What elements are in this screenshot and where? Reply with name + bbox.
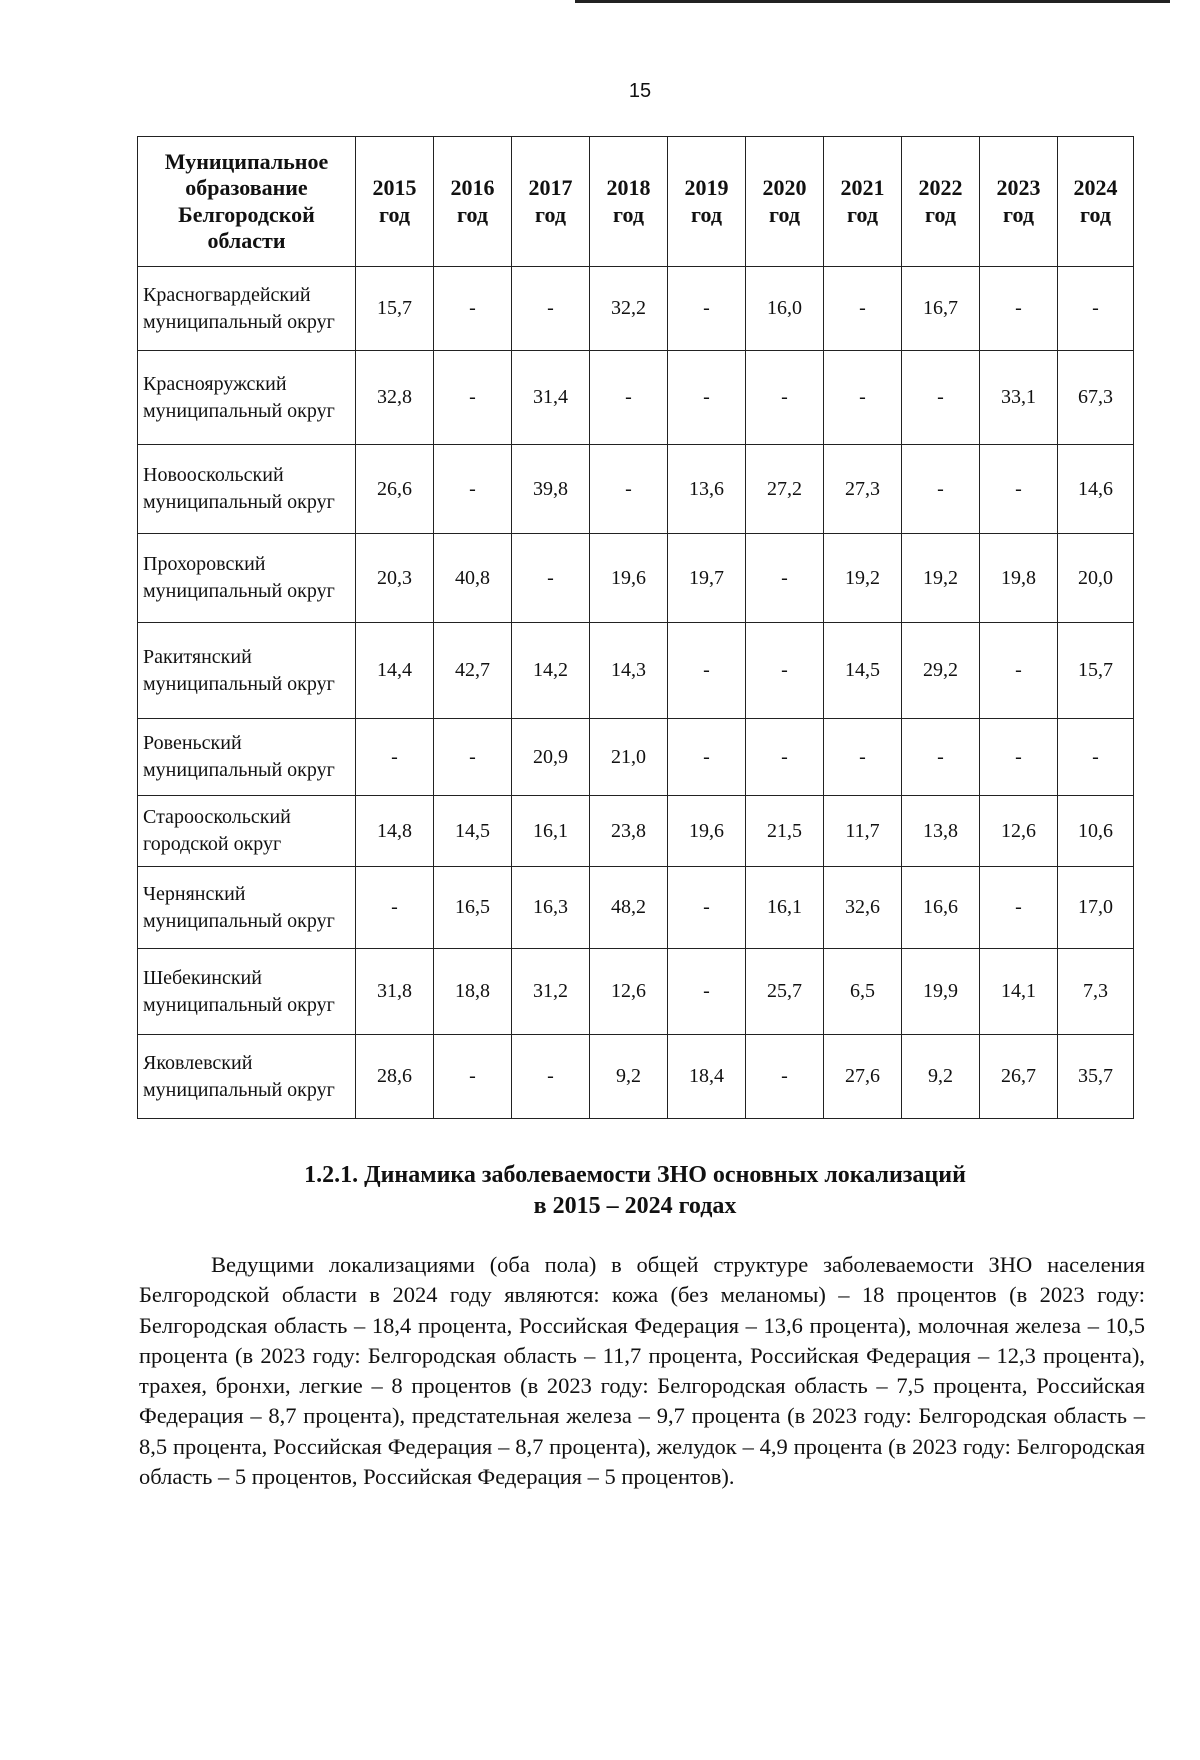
year-label: 2016 [450, 175, 495, 201]
value-cell: 20,3 [356, 534, 434, 623]
value-cell: - [746, 719, 824, 796]
region-name-cell: Прохоровский муниципальный округ [138, 534, 356, 623]
value-cell: 14,4 [356, 623, 434, 719]
value-cell: - [356, 719, 434, 796]
region-name-cell: Яковлевский муниципальный округ [138, 1035, 356, 1119]
value-cell: - [1058, 719, 1134, 796]
value-cell: 31,8 [356, 949, 434, 1035]
table-row [138, 623, 1134, 719]
value-cell: 16,1 [746, 867, 824, 949]
value-cell: 12,6 [980, 796, 1058, 867]
value-cell: 19,6 [590, 534, 668, 623]
table-header-row [138, 137, 1134, 267]
section-heading-line: 1.2.1. Динамика заболеваемости ЗНО основных локализаций [304, 1162, 966, 1188]
value-cell: 27,2 [746, 445, 824, 534]
value-cell: - [902, 351, 980, 445]
year-unit: год [379, 201, 410, 227]
value-cell: - [902, 445, 980, 534]
year-label: 2021 [840, 175, 885, 201]
value-cell: - [668, 949, 746, 1035]
region-name-cell: Ракитянский муниципальный округ [138, 623, 356, 719]
value-cell: 23,8 [590, 796, 668, 867]
value-cell: - [1058, 267, 1134, 351]
value-cell: 42,7 [434, 623, 512, 719]
table-row [138, 1035, 1134, 1119]
table-row [138, 267, 1134, 351]
table-row [138, 949, 1134, 1035]
value-cell: 16,0 [746, 267, 824, 351]
page-number: 15 [628, 80, 652, 102]
value-cell: 20,0 [1058, 534, 1134, 623]
table-row [138, 351, 1134, 445]
value-cell: - [512, 1035, 590, 1119]
year-column-header [902, 137, 980, 267]
value-cell: 13,8 [902, 796, 980, 867]
value-cell: - [512, 267, 590, 351]
value-cell: 14,5 [434, 796, 512, 867]
value-cell: 40,8 [434, 534, 512, 623]
table-body [138, 267, 1134, 1119]
value-cell: - [746, 1035, 824, 1119]
value-cell: 16,5 [434, 867, 512, 949]
value-cell: - [590, 351, 668, 445]
value-cell: - [746, 351, 824, 445]
year-column-header [746, 137, 824, 267]
value-cell: 19,6 [668, 796, 746, 867]
value-cell: 16,3 [512, 867, 590, 949]
value-cell: - [980, 445, 1058, 534]
region-name-cell: Шебекинский муниципальный округ [138, 949, 356, 1035]
value-cell: 26,6 [356, 445, 434, 534]
value-cell: - [746, 534, 824, 623]
year-label: 2020 [762, 175, 807, 201]
value-cell: 48,2 [590, 867, 668, 949]
region-name-cell: Красногвардейский муниципальный округ [138, 267, 356, 351]
value-cell: 11,7 [824, 796, 902, 867]
year-label: 2017 [528, 175, 573, 201]
value-cell: 15,7 [1058, 623, 1134, 719]
value-cell: 14,8 [356, 796, 434, 867]
value-cell: 21,5 [746, 796, 824, 867]
value-cell: 18,8 [434, 949, 512, 1035]
value-cell: 21,0 [590, 719, 668, 796]
value-cell: - [824, 351, 902, 445]
year-unit: год [535, 201, 566, 227]
value-cell: 32,8 [356, 351, 434, 445]
year-column-header [356, 137, 434, 267]
value-cell: 15,7 [356, 267, 434, 351]
region-name-cell: Старооскольский городской округ [138, 796, 356, 867]
table-row [138, 534, 1134, 623]
table-row [138, 867, 1134, 949]
value-cell: - [980, 867, 1058, 949]
year-label: 2015 [372, 175, 417, 201]
year-column-header [668, 137, 746, 267]
value-cell: 20,9 [512, 719, 590, 796]
value-cell: 19,9 [902, 949, 980, 1035]
value-cell: 19,2 [902, 534, 980, 623]
year-unit: год [847, 201, 878, 227]
value-cell: 13,6 [668, 445, 746, 534]
value-cell: 32,6 [824, 867, 902, 949]
value-cell: 16,1 [512, 796, 590, 867]
region-name-cell: Новооскольский муниципальный округ [138, 445, 356, 534]
value-cell: - [902, 719, 980, 796]
value-cell: - [434, 1035, 512, 1119]
value-cell: - [824, 267, 902, 351]
value-cell: 25,7 [746, 949, 824, 1035]
year-unit: год [925, 201, 956, 227]
value-cell: 14,6 [1058, 445, 1134, 534]
value-cell: 18,4 [668, 1035, 746, 1119]
section-heading [137, 1160, 1133, 1222]
value-cell: 6,5 [824, 949, 902, 1035]
value-cell: 19,2 [824, 534, 902, 623]
value-cell: 27,6 [824, 1035, 902, 1119]
value-cell: - [668, 719, 746, 796]
value-cell: - [980, 267, 1058, 351]
year-unit: год [1080, 201, 1111, 227]
value-cell: 14,5 [824, 623, 902, 719]
year-column-header [434, 137, 512, 267]
top-border-line [575, 0, 1170, 3]
value-cell: 39,8 [512, 445, 590, 534]
value-cell: - [434, 351, 512, 445]
value-cell: 26,7 [980, 1035, 1058, 1119]
value-cell: 9,2 [590, 1035, 668, 1119]
value-cell: 16,7 [902, 267, 980, 351]
year-unit: год [1003, 201, 1034, 227]
value-cell: - [668, 351, 746, 445]
section-paragraph: Ведущими локализациями (оба пола) в общей структуре заболеваемости ЗНО населения Белгородской области в 2024 году являются: кожа (без меланомы) – 18 процентов (в 2023 году: Белгородская область – 18,4 процента, Российская Федерация – 13,6 процента), молочная железа – 10,5 процента (в 2023 году: Белгородская область – 11,7 процента, Российская Федерация – 12,3 процента), трахея, бронхи, легкие – 8 процентов (в 2023 году: Белгородская область – 7,5 процента, Российская Федерация – 8,7 процента), предстательная железа – 9,7 процента (в 2023 году: Белгородская область – 8,5 процента, Российская Федерация – 8,7 процента), желудок – 4,9 процента (в 2023 году: Белгородская область – 5 процентов, Российская Федерация – 5 процентов). [139, 1252, 1145, 1490]
year-label: 2023 [996, 175, 1041, 201]
region-name-cell: Ровеньский муниципальный округ [138, 719, 356, 796]
value-cell: 31,4 [512, 351, 590, 445]
year-label: 2022 [918, 175, 963, 201]
year-column-header [1058, 137, 1134, 267]
region-name-cell: Чернянский муниципальный округ [138, 867, 356, 949]
year-label: 2018 [606, 175, 651, 201]
year-column-header [512, 137, 590, 267]
value-cell: - [434, 719, 512, 796]
year-column-header [824, 137, 902, 267]
table-row [138, 445, 1134, 534]
value-cell: - [434, 445, 512, 534]
value-cell: 9,2 [902, 1035, 980, 1119]
value-cell: 14,2 [512, 623, 590, 719]
table-row [138, 719, 1134, 796]
value-cell: - [980, 623, 1058, 719]
value-cell: 14,3 [590, 623, 668, 719]
value-cell: - [668, 267, 746, 351]
value-cell: - [512, 534, 590, 623]
year-unit: год [457, 201, 488, 227]
value-cell: - [590, 445, 668, 534]
value-cell: 32,2 [590, 267, 668, 351]
section-heading-line: в 2015 – 2024 годах [533, 1193, 737, 1219]
value-cell: - [434, 267, 512, 351]
year-column-header [590, 137, 668, 267]
table-row [138, 796, 1134, 867]
year-unit: год [691, 201, 722, 227]
value-cell: 19,8 [980, 534, 1058, 623]
value-cell: - [356, 867, 434, 949]
region-name-cell: Краснояружский муниципальный округ [138, 351, 356, 445]
value-cell: - [668, 867, 746, 949]
value-cell: - [980, 719, 1058, 796]
value-cell: 29,2 [902, 623, 980, 719]
value-cell: 7,3 [1058, 949, 1134, 1035]
value-cell: 14,1 [980, 949, 1058, 1035]
value-cell: 67,3 [1058, 351, 1134, 445]
year-label: 2024 [1073, 175, 1118, 201]
value-cell: 28,6 [356, 1035, 434, 1119]
year-unit: год [613, 201, 644, 227]
value-cell: 17,0 [1058, 867, 1134, 949]
year-label: 2019 [684, 175, 729, 201]
incidence-table [137, 136, 1134, 1119]
year-unit: год [769, 201, 800, 227]
value-cell: 35,7 [1058, 1035, 1134, 1119]
region-column-header: Муниципальное образование Белгородской области [138, 137, 356, 267]
value-cell: 12,6 [590, 949, 668, 1035]
value-cell: - [668, 623, 746, 719]
value-cell: 19,7 [668, 534, 746, 623]
value-cell: 10,6 [1058, 796, 1134, 867]
value-cell: 16,6 [902, 867, 980, 949]
value-cell: 31,2 [512, 949, 590, 1035]
value-cell: 33,1 [980, 351, 1058, 445]
year-column-header [980, 137, 1058, 267]
value-cell: - [746, 623, 824, 719]
value-cell: 27,3 [824, 445, 902, 534]
value-cell: - [824, 719, 902, 796]
